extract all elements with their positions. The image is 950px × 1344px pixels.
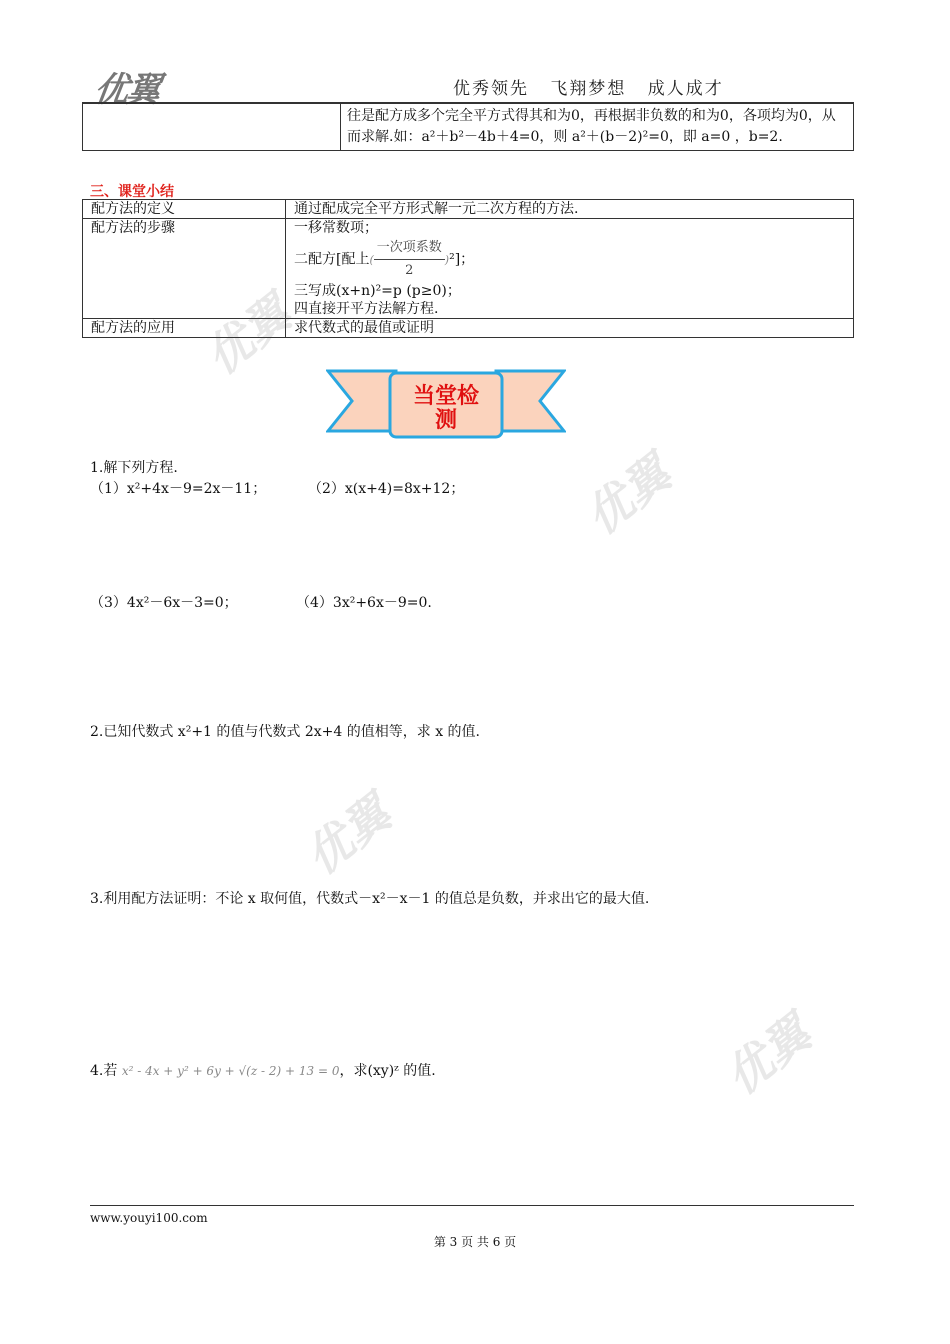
question-1-title: 1.解下列方程. (90, 460, 178, 476)
step-2-prefix: 二配方[配上 (294, 251, 370, 268)
youyi-logo: 优翼 (91, 70, 162, 110)
fraction (374, 237, 445, 282)
watermark: 优翼 (574, 445, 681, 545)
question-3: 3.利用配方法证明：不论 x 取何值，代数式－x²－x－1 的值总是负数，并求出它的最大值. (90, 891, 650, 907)
question-4-suffix: ，求(xy)ᶻ 的值. (339, 1063, 436, 1079)
table-row (83, 219, 854, 319)
banner-title (398, 385, 494, 433)
question-1-part-4: （4）3x²+6x－9=0. (296, 595, 432, 611)
table-row (83, 200, 854, 219)
question-4-prefix: 4.若 (90, 1063, 118, 1079)
question-4 (90, 1061, 436, 1081)
question-1-part-1: （1）x²+4x－9=2x－11； (90, 481, 267, 497)
row-content-steps (286, 219, 854, 319)
watermark: 优翼 (194, 285, 301, 385)
watermark: 优翼 (714, 1005, 821, 1105)
section-heading-summary: 三、课堂小结 (90, 184, 174, 200)
banner-line-1: 当堂检 (412, 384, 479, 409)
step-2: 二配方[配上( $\frac{\text{一次项系数}}{2}$ )²]； (294, 237, 845, 282)
fraction-numerator: 一次项系数 (374, 237, 445, 260)
question-1-part-2: （2）x(x+4)=8x+12； (308, 481, 465, 497)
table-row (83, 319, 854, 338)
method-table-continued (82, 103, 854, 151)
row-label: 配方法的步骤 (83, 219, 286, 319)
table-cell-empty (83, 104, 341, 151)
ribbon-right-tail (496, 371, 564, 431)
row-label: 配方法的定义 (83, 200, 286, 219)
row-label: 配方法的应用 (83, 319, 286, 338)
row-content: 通过配成完全平方形式解一元二次方程的方法. (286, 200, 854, 219)
step-2-suffix: ²]； (449, 251, 475, 268)
page-number: 第 3 页 共 6 页 (433, 1235, 517, 1249)
footer-website: www.youyi100.com (90, 1211, 208, 1225)
row-content: 求代数式的最值或证明 (286, 319, 854, 338)
step-4: 四直接开平方法解方程. (294, 301, 439, 317)
question-2: 2.已知代数式 x²+1 的值与代数式 2x+4 的值相等，求 x 的值. (90, 724, 480, 740)
watermark: 优翼 (294, 785, 401, 885)
table-cell-explanation (341, 104, 854, 151)
explanation-text: 往是配方成多个完全平方式得其和为0，再根据非负数的和为0，各项均为0，从而求解.如：a²＋b²－4b＋4=0，则 a²＋(b－2)²=0，即 a=0 ，b=2. (347, 108, 836, 145)
footer-divider (90, 1205, 854, 1206)
question-1-part-3: （3）4x²－6x－3=0； (90, 595, 238, 611)
ribbon-left-tail (328, 371, 396, 431)
fraction-denominator: 2 (405, 263, 414, 278)
step-1: 一移常数项； (294, 220, 378, 236)
banner-line-2: 测 (434, 408, 457, 433)
summary-table (82, 199, 854, 338)
step-3: 三写成(x+n)²=p (p≥0)； (294, 283, 461, 299)
question-4-formula: x² - 4x + y² + 6y + √(z - 2) + 13 = 0 (121, 1064, 340, 1078)
header-slogan: 优秀领先 飞翔梦想 成人成才 (453, 79, 724, 99)
